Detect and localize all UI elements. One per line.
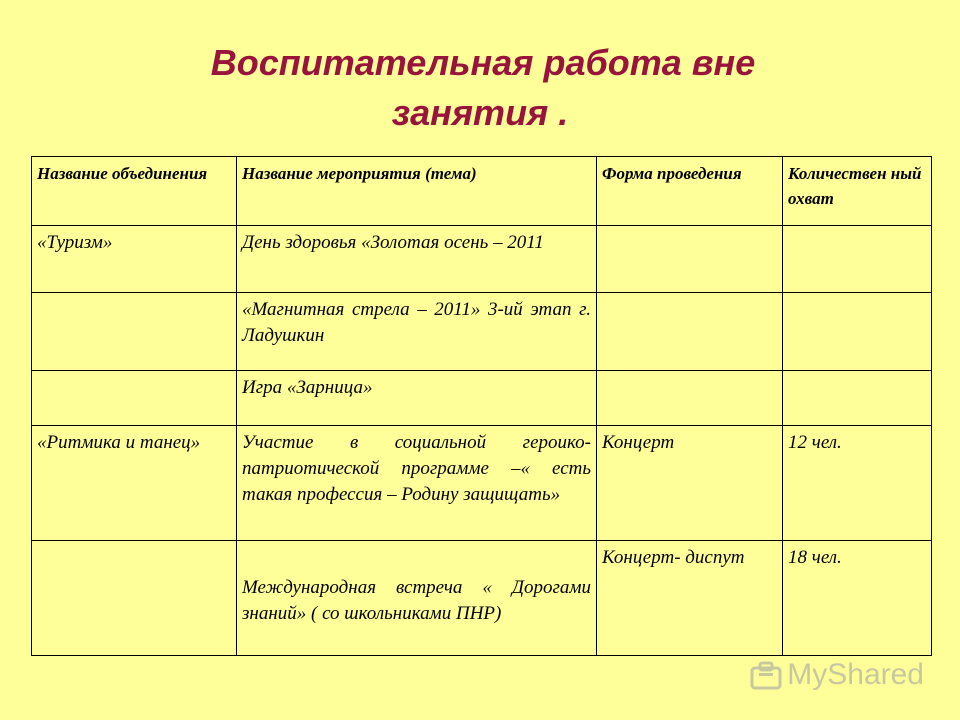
cell-form: Концерт (597, 426, 783, 541)
cell-association (32, 541, 237, 656)
cell-coverage: 12 чел. (783, 426, 932, 541)
cell-association (32, 371, 237, 426)
cell-coverage: 18 чел. (783, 541, 932, 656)
cell-association: «Ритмика и танец» (32, 426, 237, 541)
cell-association: «Туризм» (32, 226, 237, 293)
myshared-logo-icon (749, 660, 783, 690)
cell-form (597, 293, 783, 371)
activities-table (31, 156, 932, 656)
cell-coverage (783, 226, 932, 293)
table-header-row (32, 157, 932, 226)
table-row (32, 371, 932, 426)
table-row (32, 426, 932, 541)
header-coverage: Количествен ный охват (783, 157, 932, 226)
watermark (749, 658, 924, 692)
header-association: Название объединения (32, 157, 237, 226)
table-row (32, 541, 932, 656)
cell-coverage (783, 293, 932, 371)
title-line-2: занятия . (391, 92, 569, 133)
cell-event: «Магнитная стрела – 2011» 3-ий этап г. Ладушкин (237, 293, 597, 371)
cell-event: Участие в социальной героико-патриотической программе –« есть такая профессия – Родину защищать» (237, 426, 597, 541)
slide-title (0, 38, 960, 138)
cell-event: День здоровья «Золотая осень – 2011 (237, 226, 597, 293)
cell-event: Игра «Зарница» (237, 371, 597, 426)
table-row (32, 226, 932, 293)
cell-form (597, 371, 783, 426)
cell-event: Международная встреча « Дорогами знаний» ( со школьниками ПНР) (237, 541, 597, 656)
cell-form (597, 226, 783, 293)
table-row (32, 293, 932, 371)
header-event-topic: Название мероприятия (тема) (237, 157, 597, 226)
title-line-1: Воспитательная работа вне (210, 42, 756, 83)
cell-coverage (783, 371, 932, 426)
watermark-text: MyShared (787, 658, 924, 691)
cell-form: Концерт- диспут (597, 541, 783, 656)
header-form: Форма проведения (597, 157, 783, 226)
cell-association (32, 293, 237, 371)
